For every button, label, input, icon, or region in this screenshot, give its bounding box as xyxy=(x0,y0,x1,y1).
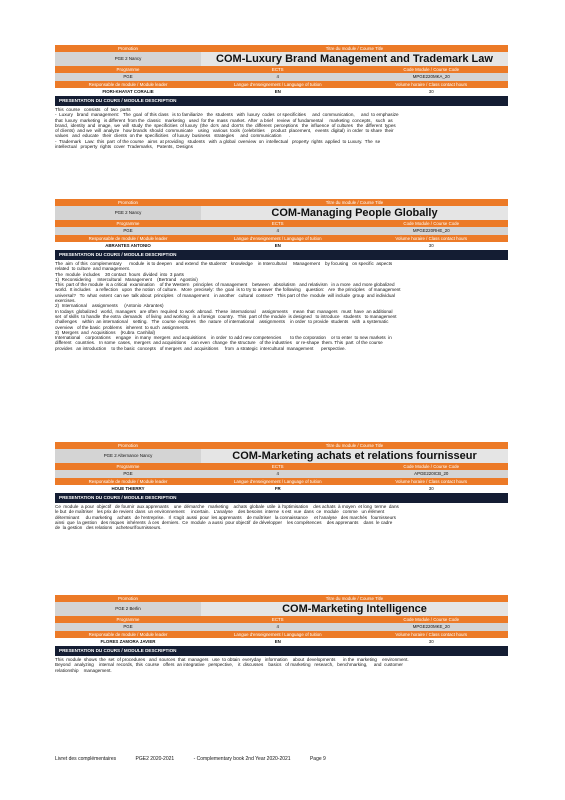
ects-header: ECTS xyxy=(201,463,355,470)
programme-header: Programme xyxy=(55,616,201,623)
description-header: PRESENTATION DU COURS / MODULE DESCRIPTION xyxy=(55,250,508,260)
hours-header: Volume horaire / Class contact hours xyxy=(355,235,509,242)
module-description: This course consists of two parts - Luxury brand management: The goal of this class is to familiarize the students with luxury codes or specificities and communication, and to emphasize that luxury marketing is different from the classic marketing used for the mass market. After a brief review of fundamental marketing concepts, such as brand, identity and image, we will study the specificities of luxury (the do's and don'ts the different perceptions the influence of cultures the different types of clients) and we will analyze how brands should communicate using various tools (celebrities product placement, events digital) in order to share their values and educate their clients on the specificities of luxury business strategies and communication . - Trademark Law: this part of the course aims at providing students with a global overview on intellectual property rights applied to Luxury. The se intellectual property rights cover Trademarks, Patents, Designs xyxy=(55,107,399,150)
promotion-value: PGE 2 Nancy xyxy=(55,52,201,66)
code-header: Code Module / Course Code xyxy=(355,220,509,227)
ects-value: 4 xyxy=(201,623,355,631)
module-description: The aim of this complementary module is to deepen and extend the students' knowledge in Intercultural Management by focusing on specific aspects related to culture and management. The module includes 30 contact hours divided into 3 parts 1) Reconsidering Intercultural Management (Bertrand Agostini) This part of the module is a critical examination of the Western principles of management between absolutism and relativism in a more and more globalized world. It includes a reflection upon the notion of culture. More precisely: the goal is to try to answer the following question: Are the principles of management universal? To what extent can we talk about principles of management in another cultural context? This part of the module will include group and individual exercises. 2) International assignments (Antonio Abrantes) In todays globalized world, managers are often required to work abroad. These international assignments mean that managers must have an additional set of skills to handle the extra demands of living and working in a foreign country. This part of the module is designed to introduce students to management challenges within an international setting. The course explores the nature of international assignments in order to provide students with a systematic overview of the basic problems inherent to such assignments. 3) Mergers and Acquisitions (Kubra Canhilal) International corporations engage in many mergers and acquisitions in order to add new competencies to the corporation or to enter to new markets in different countries. In some cases, mergers and acquisitions can even change the structure of the industries or re-shape them. This part of the course provides an introduction to the basic concepts of mergers and acquisitions from a strategic intercultural management perspective. xyxy=(55,261,401,351)
module-description: This module shows the set of procedures and sources that managers use to obtain everyday information about developments in the marketing environment. Beyond analyzing internal records, this course offers an integrative perspective, it discusses basics of marketing research, benchmarking, and customer relationship management. xyxy=(55,657,409,673)
promotion-header: Promotion xyxy=(55,442,201,449)
description-header: PRESENTATION DU COURS / MODULE DESCRIPTION xyxy=(55,493,508,503)
code-header: Code Module / Course Code xyxy=(355,66,509,73)
code-header: Code Module / Course Code xyxy=(355,616,509,623)
module-title: COM-Luxury Brand Management and Trademark Law xyxy=(201,52,508,66)
module-title-header: Titre du module / Course Title xyxy=(201,45,508,52)
code-header: Code Module / Course Code xyxy=(355,463,509,470)
hours-value: 30 xyxy=(355,638,509,645)
language-header: Langue d'enseignement / Language of tuition xyxy=(201,235,355,242)
module-block-3 xyxy=(55,442,508,530)
promotion-value: PGE 2 Alternance Nancy xyxy=(55,449,201,463)
language-value: EN xyxy=(201,242,355,249)
language-value: EN xyxy=(201,638,355,645)
module-title-header: Titre du module / Course Title xyxy=(201,595,508,602)
ects-header: ECTS xyxy=(201,66,355,73)
code-value: MPGE220MKE_20 xyxy=(355,623,509,631)
module-title-header: Titre du module / Course Title xyxy=(201,199,508,206)
ects-value: 4 xyxy=(201,470,355,478)
language-header: Langue d'enseignement / Language of tuition xyxy=(201,631,355,638)
language-header: Langue d'enseignement / Language of tuition xyxy=(201,81,355,88)
footer-page: Page 9 xyxy=(309,756,326,762)
page-footer xyxy=(55,756,508,762)
hours-header: Volume horaire / Class contact hours xyxy=(355,478,509,485)
leader-value: HOUE THIERRY xyxy=(55,485,201,492)
ects-header: ECTS xyxy=(201,220,355,227)
language-value: FR xyxy=(201,485,355,492)
footer-left: Livret des complémentaires xyxy=(55,756,117,762)
description-header: PRESENTATION DU COURS / MODULE DESCRIPTION xyxy=(55,646,508,656)
programme-value: PGE xyxy=(55,73,201,81)
hours-value: 30 xyxy=(355,88,509,95)
promotion-header: Promotion xyxy=(55,45,201,52)
ects-value: 4 xyxy=(201,227,355,235)
programme-value: PGE xyxy=(55,623,201,631)
module-block-1 xyxy=(55,45,508,149)
leader-value: FIORI-KHAYAT CORALIE xyxy=(55,88,201,95)
module-title: COM-Marketing Intelligence xyxy=(201,602,508,616)
promotion-value: PGE 2 Nancy xyxy=(55,206,201,220)
code-value: MPGE220MKA_20 xyxy=(355,73,509,81)
code-value: MPGE220RHE_20 xyxy=(355,227,509,235)
leader-header: Responsable de module / Module leader xyxy=(55,631,201,638)
programme-header: Programme xyxy=(55,66,201,73)
programme-value: PGE xyxy=(55,470,201,478)
promotion-value: PGE 2 Berlin xyxy=(55,602,201,616)
description-header: PRESENTATION DU COURS / MODULE DESCRIPTION xyxy=(55,96,508,106)
ects-value: 4 xyxy=(201,73,355,81)
language-value: EN xyxy=(201,88,355,95)
programme-value: PGE xyxy=(55,227,201,235)
leader-header: Responsable de module / Module leader xyxy=(55,478,201,485)
leader-header: Responsable de module / Module leader xyxy=(55,235,201,242)
language-header: Langue d'enseignement / Language of tuition xyxy=(201,478,355,485)
hours-header: Volume horaire / Class contact hours xyxy=(355,81,509,88)
module-title: COM-Marketing achats et relations fournisseur xyxy=(201,449,508,463)
module-description: Ce module a pour objectif de fournir aux apprenants une démarche marketing achats globale utile à l'optimisation des achats à moyen et long terme dans le but de maîtriser les prix de revient dans un environnement incertain. L'analyse des besoins interne s est vue dans ce module comme un élément déterminant du marketing achats de l'entreprise. Il s'agit aussi pour les apprenants de maîtriser la connaissance et l'analyse des marchés fournisseurs ainsi que la gestion des risques inhérents à ces derniers. Ce module a aussi pour objectif de développer les compétences des apprenants dans le cadre de la gestion des relations acheteur/fournisseurs. xyxy=(55,504,399,531)
programme-header: Programme xyxy=(55,463,201,470)
hours-header: Volume horaire / Class contact hours xyxy=(355,631,509,638)
module-block-2 xyxy=(55,199,508,351)
module-title: COM-Managing People Globally xyxy=(201,206,508,220)
code-value: APGE220ICB_20 xyxy=(355,470,509,478)
hours-value: 30 xyxy=(355,485,509,492)
module-block-4 xyxy=(55,595,508,673)
promotion-header: Promotion xyxy=(55,199,201,206)
ects-header: ECTS xyxy=(201,616,355,623)
leader-value: FLORES ZAMORA JAVIER xyxy=(55,638,201,645)
footer-program: PGE2 2020-2021 xyxy=(135,756,175,762)
leader-value: ABRANTES ANTONIO xyxy=(55,242,201,249)
programme-header: Programme xyxy=(55,220,201,227)
module-title-header: Titre du module / Course Title xyxy=(201,442,508,449)
promotion-header: Promotion xyxy=(55,595,201,602)
footer-book: - Complementary book 2nd Year 2020-2021 xyxy=(193,756,291,762)
leader-header: Responsable de module / Module leader xyxy=(55,81,201,88)
hours-value: 30 xyxy=(355,242,509,249)
